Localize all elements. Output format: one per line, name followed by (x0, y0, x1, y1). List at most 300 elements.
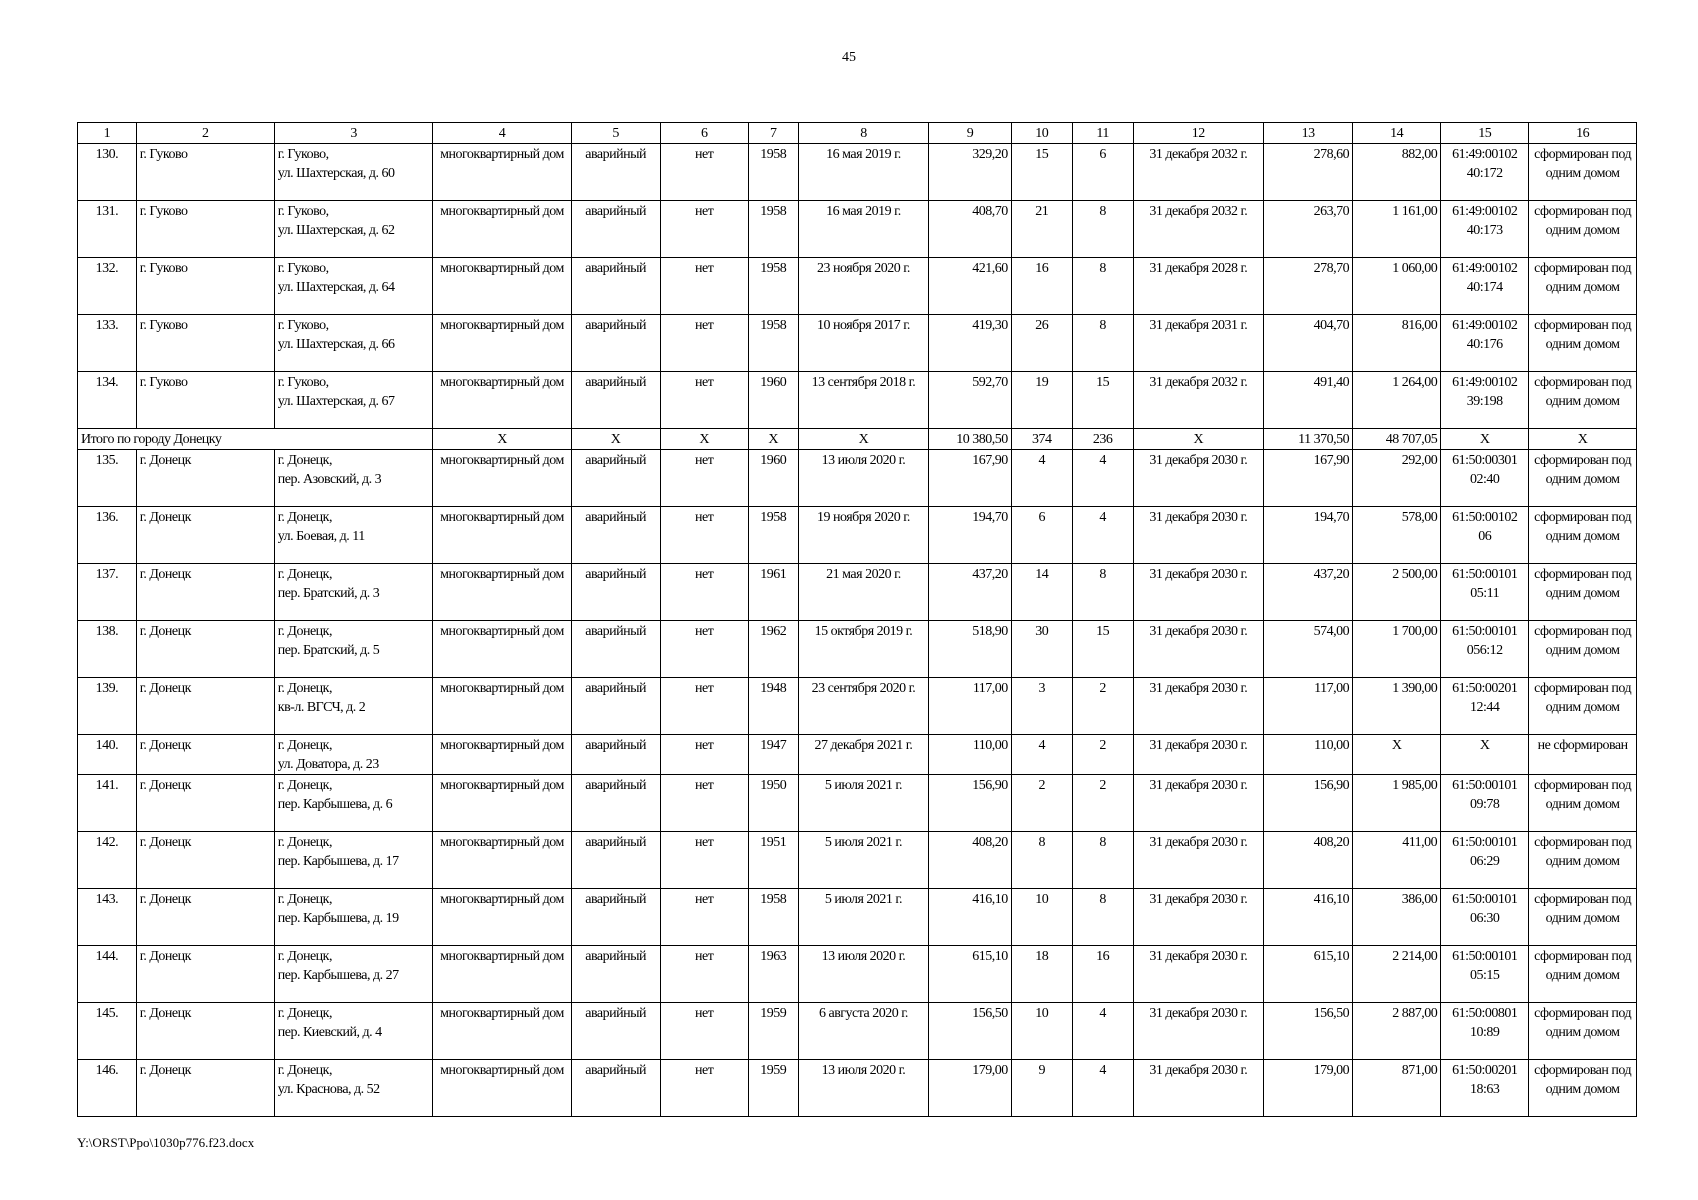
deadline-cell: 31 декабря 2030 г. (1133, 621, 1263, 678)
cadastral-number-cell: 61:49:00102 40:173 (1441, 201, 1529, 258)
total-label: Итого по городу Донецку (78, 429, 433, 450)
city-cell: г. Донецк (136, 735, 274, 775)
column-6-cell: нет (660, 450, 748, 507)
column-11-cell: 4 (1072, 1060, 1133, 1117)
city-cell: г. Гуково (136, 144, 274, 201)
year-cell: 1958 (748, 315, 798, 372)
building-type-cell: многоквартирный дом (433, 1060, 571, 1117)
status-cell: сформирован под одним домом (1529, 258, 1637, 315)
address-line: ул. Боевая, д. 11 (277, 529, 365, 544)
column-11-cell: 8 (1072, 258, 1133, 315)
column-10-cell: 8 (1011, 832, 1072, 889)
area-cell: 156,50 (929, 1003, 1012, 1060)
date-cell: 27 декабря 2021 г. (798, 735, 928, 775)
status-cell: сформирован под одним домом (1529, 450, 1637, 507)
total-c11-cell: 236 (1072, 429, 1133, 450)
condition-cell: аварийный (571, 735, 660, 775)
column-10-cell: 4 (1011, 735, 1072, 775)
deadline-cell: 31 декабря 2030 г. (1133, 564, 1263, 621)
table-row (78, 678, 1637, 735)
column-13-cell: 110,00 (1264, 735, 1353, 775)
column-14-cell: 1 985,00 (1353, 775, 1441, 832)
address-line: г. Гуково, (277, 318, 329, 333)
table-row (78, 507, 1637, 564)
column-11-cell: 2 (1072, 775, 1133, 832)
column-14-cell: 411,00 (1353, 832, 1441, 889)
city-cell: г. Гуково (136, 315, 274, 372)
address-cell (274, 946, 433, 1003)
column-number: 12 (1133, 123, 1263, 144)
date-cell: 13 июля 2020 г. (798, 450, 928, 507)
building-type-cell: многоквартирный дом (433, 678, 571, 735)
column-11-cell: 8 (1072, 315, 1133, 372)
column-10-cell: 4 (1011, 450, 1072, 507)
city-cell: г. Гуково (136, 372, 274, 429)
column-11-cell: 16 (1072, 946, 1133, 1003)
row-number: 133. (78, 315, 137, 372)
column-6-cell: нет (660, 144, 748, 201)
column-13-cell: 491,40 (1264, 372, 1353, 429)
column-6-cell: нет (660, 1060, 748, 1117)
address-line: г. Донецк, (277, 624, 332, 639)
column-11-cell: 6 (1072, 144, 1133, 201)
cadastral-number-cell: 61:50:00102 06 (1441, 507, 1529, 564)
column-10-cell: 9 (1011, 1060, 1072, 1117)
table-row (78, 144, 1637, 201)
city-cell: г. Донецк (136, 450, 274, 507)
table-body (78, 123, 1637, 1117)
status-cell: сформирован под одним домом (1529, 144, 1637, 201)
column-13-cell: 615,10 (1264, 946, 1353, 1003)
column-10-cell: 10 (1011, 889, 1072, 946)
area-cell: 194,70 (929, 507, 1012, 564)
column-6-cell: нет (660, 832, 748, 889)
building-type-cell: многоквартирный дом (433, 258, 571, 315)
column-11-cell: 8 (1072, 832, 1133, 889)
year-cell: 1962 (748, 621, 798, 678)
area-cell: 117,00 (929, 678, 1012, 735)
building-type-cell: многоквартирный дом (433, 832, 571, 889)
total-c14-cell: 48 707,05 (1353, 429, 1441, 450)
column-10-cell: 15 (1011, 144, 1072, 201)
table-row (78, 1060, 1637, 1117)
year-cell: 1959 (748, 1060, 798, 1117)
status-cell: сформирован под одним домом (1529, 1060, 1637, 1117)
address-cell (274, 201, 433, 258)
row-number: 135. (78, 450, 137, 507)
address-cell (274, 832, 433, 889)
column-13-cell: 167,90 (1264, 450, 1353, 507)
city-cell: г. Донецк (136, 564, 274, 621)
column-10-cell: 18 (1011, 946, 1072, 1003)
date-cell: 13 июля 2020 г. (798, 946, 928, 1003)
column-10-cell: 14 (1011, 564, 1072, 621)
column-14-cell: 1 264,00 (1353, 372, 1441, 429)
row-number: 141. (78, 775, 137, 832)
address-cell (274, 315, 433, 372)
date-cell: 23 сентября 2020 г. (798, 678, 928, 735)
condition-cell: аварийный (571, 450, 660, 507)
address-line: г. Гуково, (277, 261, 329, 276)
column-number: 8 (798, 123, 928, 144)
column-14-cell: 871,00 (1353, 1060, 1441, 1117)
column-13-cell: 416,10 (1264, 889, 1353, 946)
year-cell: 1958 (748, 258, 798, 315)
column-number: 2 (136, 123, 274, 144)
deadline-cell: 31 декабря 2030 г. (1133, 735, 1263, 775)
column-14-cell: 816,00 (1353, 315, 1441, 372)
year-cell: 1947 (748, 735, 798, 775)
date-cell: 5 июля 2021 г. (798, 832, 928, 889)
city-cell: г. Донецк (136, 775, 274, 832)
column-6-cell: нет (660, 372, 748, 429)
cadastral-number-cell: 61:50:00101 05:11 (1441, 564, 1529, 621)
column-13-cell: 437,20 (1264, 564, 1353, 621)
file-path-footer: Y:\ORST\Ppo\1030p776.f23.docx (77, 1135, 255, 1150)
address-line: г. Донецк, (277, 567, 332, 582)
building-type-cell: многоквартирный дом (433, 201, 571, 258)
deadline-cell: 31 декабря 2030 г. (1133, 889, 1263, 946)
address-cell (274, 372, 433, 429)
deadline-cell: 31 декабря 2030 г. (1133, 450, 1263, 507)
deadline-cell: 31 декабря 2030 г. (1133, 946, 1263, 1003)
table-row (78, 564, 1637, 621)
address-cell (274, 1060, 433, 1117)
table-row (78, 889, 1637, 946)
building-type-cell: многоквартирный дом (433, 144, 571, 201)
condition-cell: аварийный (571, 201, 660, 258)
address-line: г. Донецк, (277, 835, 332, 850)
area-cell: 419,30 (929, 315, 1012, 372)
year-cell: 1958 (748, 201, 798, 258)
column-6-cell: нет (660, 946, 748, 1003)
building-type-cell: многоквартирный дом (433, 1003, 571, 1060)
column-13-cell: 263,70 (1264, 201, 1353, 258)
address-cell (274, 144, 433, 201)
area-cell: 329,20 (929, 144, 1012, 201)
address-line: пер. Киевский, д. 4 (277, 1025, 382, 1040)
area-cell: 421,60 (929, 258, 1012, 315)
column-10-cell: 30 (1011, 621, 1072, 678)
column-11-cell: 8 (1072, 564, 1133, 621)
column-13-cell: 404,70 (1264, 315, 1353, 372)
cadastral-number-cell: 61:50:00801 10:89 (1441, 1003, 1529, 1060)
address-cell (274, 889, 433, 946)
row-number: 134. (78, 372, 137, 429)
total-c8-cell: X (798, 429, 928, 450)
table-row (78, 450, 1637, 507)
date-cell: 16 мая 2019 г. (798, 144, 928, 201)
area-cell: 110,00 (929, 735, 1012, 775)
column-6-cell: нет (660, 775, 748, 832)
column-6-cell: нет (660, 1003, 748, 1060)
column-number: 5 (571, 123, 660, 144)
total-c12-cell: X (1133, 429, 1263, 450)
deadline-cell: 31 декабря 2028 г. (1133, 258, 1263, 315)
area-cell: 416,10 (929, 889, 1012, 946)
address-line: пер. Азовский, д. 3 (277, 472, 382, 487)
address-line: пер. Карбышева, д. 27 (277, 968, 399, 983)
table-row (78, 372, 1637, 429)
address-cell (274, 564, 433, 621)
building-type-cell: многоквартирный дом (433, 372, 571, 429)
address-line: пер. Карбышева, д. 6 (277, 797, 393, 812)
column-11-cell: 4 (1072, 1003, 1133, 1060)
table-row (78, 1003, 1637, 1060)
address-line: г. Гуково, (277, 375, 329, 390)
row-number: 139. (78, 678, 137, 735)
address-line: г. Донецк, (277, 453, 332, 468)
year-cell: 1950 (748, 775, 798, 832)
column-14-cell: 1 390,00 (1353, 678, 1441, 735)
condition-cell: аварийный (571, 564, 660, 621)
date-cell: 10 ноября 2017 г. (798, 315, 928, 372)
address-line: г. Гуково, (277, 147, 329, 162)
date-cell: 15 октября 2019 г. (798, 621, 928, 678)
table-row (78, 775, 1637, 832)
address-line: ул. Шахтерская, д. 60 (277, 166, 395, 181)
total-c10-cell: 374 (1011, 429, 1072, 450)
condition-cell: аварийный (571, 775, 660, 832)
column-10-cell: 19 (1011, 372, 1072, 429)
condition-cell: аварийный (571, 678, 660, 735)
address-line: ул. Шахтерская, д. 64 (277, 280, 395, 295)
column-number: 7 (748, 123, 798, 144)
city-cell: г. Донецк (136, 832, 274, 889)
condition-cell: аварийный (571, 372, 660, 429)
condition-cell: аварийный (571, 144, 660, 201)
column-6-cell: нет (660, 735, 748, 775)
status-cell: не сформирован (1529, 735, 1637, 775)
total-c16-cell: X (1529, 429, 1637, 450)
city-cell: г. Гуково (136, 201, 274, 258)
cadastral-number-cell: 61:49:00102 40:176 (1441, 315, 1529, 372)
address-line: г. Донецк, (277, 681, 332, 696)
total-row (78, 429, 1637, 450)
column-13-cell: 156,90 (1264, 775, 1353, 832)
deadline-cell: 31 декабря 2031 г. (1133, 315, 1263, 372)
column-14-cell: 1 700,00 (1353, 621, 1441, 678)
year-cell: 1948 (748, 678, 798, 735)
row-number: 146. (78, 1060, 137, 1117)
column-13-cell: 156,50 (1264, 1003, 1353, 1060)
column-11-cell: 2 (1072, 735, 1133, 775)
condition-cell: аварийный (571, 1060, 660, 1117)
column-6-cell: нет (660, 621, 748, 678)
city-cell: г. Донецк (136, 621, 274, 678)
cadastral-number-cell: 61:50:00101 09:78 (1441, 775, 1529, 832)
cadastral-number-cell: 61:50:00301 02:40 (1441, 450, 1529, 507)
column-10-cell: 2 (1011, 775, 1072, 832)
status-cell: сформирован под одним домом (1529, 889, 1637, 946)
column-14-cell: 386,00 (1353, 889, 1441, 946)
year-cell: 1959 (748, 1003, 798, 1060)
year-cell: 1960 (748, 372, 798, 429)
status-cell: сформирован под одним домом (1529, 564, 1637, 621)
condition-cell: аварийный (571, 258, 660, 315)
area-cell: 167,90 (929, 450, 1012, 507)
year-cell: 1963 (748, 946, 798, 1003)
cadastral-number-cell: 61:50:00201 12:44 (1441, 678, 1529, 735)
status-cell: сформирован под одним домом (1529, 621, 1637, 678)
total-c4-cell: X (433, 429, 571, 450)
status-cell: сформирован под одним домом (1529, 1003, 1637, 1060)
condition-cell: аварийный (571, 315, 660, 372)
deadline-cell: 31 декабря 2030 г. (1133, 1060, 1263, 1117)
city-cell: г. Донецк (136, 1060, 274, 1117)
cadastral-number-cell: 61:49:00102 40:172 (1441, 144, 1529, 201)
column-10-cell: 10 (1011, 1003, 1072, 1060)
table-row (78, 735, 1637, 775)
address-line: г. Донецк, (277, 1063, 332, 1078)
area-cell: 437,20 (929, 564, 1012, 621)
total-c9-cell: 10 380,50 (929, 429, 1012, 450)
city-cell: г. Донецк (136, 946, 274, 1003)
row-number: 131. (78, 201, 137, 258)
deadline-cell: 31 декабря 2030 г. (1133, 775, 1263, 832)
column-14-cell: 1 060,00 (1353, 258, 1441, 315)
address-cell (274, 775, 433, 832)
deadline-cell: 31 декабря 2032 г. (1133, 201, 1263, 258)
year-cell: 1961 (748, 564, 798, 621)
cadastral-number-cell: 61:50:00101 05:15 (1441, 946, 1529, 1003)
column-14-cell: 2 500,00 (1353, 564, 1441, 621)
date-cell: 19 ноября 2020 г. (798, 507, 928, 564)
row-number: 137. (78, 564, 137, 621)
column-14-cell: 882,00 (1353, 144, 1441, 201)
address-line: пер. Братский, д. 5 (277, 643, 380, 658)
address-line: г. Донецк, (277, 510, 332, 525)
condition-cell: аварийный (571, 889, 660, 946)
row-number: 130. (78, 144, 137, 201)
address-line: г. Донецк, (277, 949, 332, 964)
date-cell: 13 июля 2020 г. (798, 1060, 928, 1117)
column-14-cell: 292,00 (1353, 450, 1441, 507)
column-number: 14 (1353, 123, 1441, 144)
total-c13-cell: 11 370,50 (1264, 429, 1353, 450)
cadastral-number-cell: 61:50:00101 06:30 (1441, 889, 1529, 946)
city-cell: г. Гуково (136, 258, 274, 315)
row-number: 132. (78, 258, 137, 315)
status-cell: сформирован под одним домом (1529, 372, 1637, 429)
row-number: 142. (78, 832, 137, 889)
column-number: 16 (1529, 123, 1637, 144)
status-cell: сформирован под одним домом (1529, 775, 1637, 832)
column-11-cell: 2 (1072, 678, 1133, 735)
total-c6-cell: X (660, 429, 748, 450)
column-6-cell: нет (660, 507, 748, 564)
address-line: г. Донецк, (277, 738, 332, 753)
address-line: пер. Карбышева, д. 19 (277, 911, 399, 926)
column-11-cell: 15 (1072, 372, 1133, 429)
building-type-cell: многоквартирный дом (433, 946, 571, 1003)
address-line: пер. Братский, д. 3 (277, 586, 380, 601)
cadastral-number-cell: X (1441, 735, 1529, 775)
column-11-cell: 8 (1072, 201, 1133, 258)
table-row (78, 315, 1637, 372)
address-cell (274, 507, 433, 564)
column-13-cell: 194,70 (1264, 507, 1353, 564)
address-line: г. Донецк, (277, 1006, 332, 1021)
column-10-cell: 26 (1011, 315, 1072, 372)
address-cell (274, 621, 433, 678)
building-type-cell: многоквартирный дом (433, 889, 571, 946)
address-line: ул. Шахтерская, д. 67 (277, 394, 395, 409)
deadline-cell: 31 декабря 2032 г. (1133, 144, 1263, 201)
column-10-cell: 21 (1011, 201, 1072, 258)
year-cell: 1958 (748, 507, 798, 564)
date-cell: 21 мая 2020 г. (798, 564, 928, 621)
building-type-cell: многоквартирный дом (433, 507, 571, 564)
column-13-cell: 574,00 (1264, 621, 1353, 678)
date-cell: 5 июля 2021 г. (798, 775, 928, 832)
column-6-cell: нет (660, 201, 748, 258)
address-line: г. Донецк, (277, 778, 332, 793)
address-cell (274, 450, 433, 507)
column-14-cell: 578,00 (1353, 507, 1441, 564)
building-type-cell: многоквартирный дом (433, 315, 571, 372)
column-number: 1 (78, 123, 137, 144)
condition-cell: аварийный (571, 832, 660, 889)
column-10-cell: 6 (1011, 507, 1072, 564)
column-14-cell: 2 214,00 (1353, 946, 1441, 1003)
year-cell: 1960 (748, 450, 798, 507)
column-number: 4 (433, 123, 571, 144)
year-cell: 1951 (748, 832, 798, 889)
deadline-cell: 31 декабря 2030 г. (1133, 678, 1263, 735)
cadastral-number-cell: 61:50:00101 056:12 (1441, 621, 1529, 678)
table-row (78, 201, 1637, 258)
column-13-cell: 408,20 (1264, 832, 1353, 889)
address-line: г. Гуково, (277, 204, 329, 219)
column-6-cell: нет (660, 564, 748, 621)
deadline-cell: 31 декабря 2030 г. (1133, 832, 1263, 889)
status-cell: сформирован под одним домом (1529, 832, 1637, 889)
status-cell: сформирован под одним домом (1529, 678, 1637, 735)
area-cell: 615,10 (929, 946, 1012, 1003)
column-14-cell: 1 161,00 (1353, 201, 1441, 258)
building-type-cell: многоквартирный дом (433, 621, 571, 678)
column-number: 3 (274, 123, 433, 144)
column-11-cell: 4 (1072, 450, 1133, 507)
total-c7-cell: X (748, 429, 798, 450)
column-11-cell: 8 (1072, 889, 1133, 946)
status-cell: сформирован под одним домом (1529, 946, 1637, 1003)
column-10-cell: 3 (1011, 678, 1072, 735)
city-cell: г. Донецк (136, 1003, 274, 1060)
building-type-cell: многоквартирный дом (433, 450, 571, 507)
area-cell: 408,70 (929, 201, 1012, 258)
column-13-cell: 179,00 (1264, 1060, 1353, 1117)
area-cell: 518,90 (929, 621, 1012, 678)
column-number: 9 (929, 123, 1012, 144)
row-number: 144. (78, 946, 137, 1003)
column-6-cell: нет (660, 678, 748, 735)
column-6-cell: нет (660, 889, 748, 946)
table-row (78, 832, 1637, 889)
cadastral-number-cell: 61:49:00102 39:198 (1441, 372, 1529, 429)
area-cell: 592,70 (929, 372, 1012, 429)
condition-cell: аварийный (571, 946, 660, 1003)
address-line: ул. Краснова, д. 52 (277, 1082, 380, 1097)
column-13-cell: 278,70 (1264, 258, 1353, 315)
address-line: пер. Карбышева, д. 17 (277, 854, 399, 869)
row-number: 140. (78, 735, 137, 775)
table-row (78, 946, 1637, 1003)
city-cell: г. Донецк (136, 889, 274, 946)
cadastral-number-cell: 61:50:00201 18:63 (1441, 1060, 1529, 1117)
address-line: кв-л. ВГСЧ, д. 2 (277, 700, 366, 715)
